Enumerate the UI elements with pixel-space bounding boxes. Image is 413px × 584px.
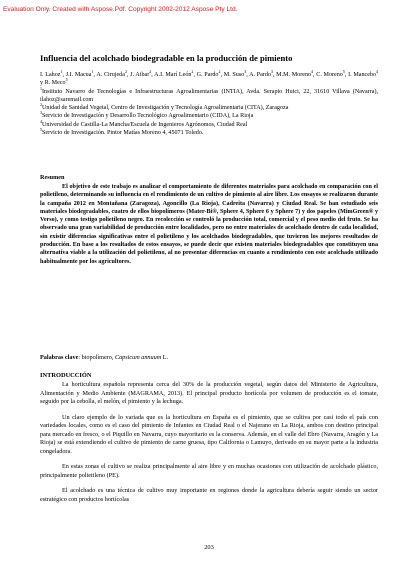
body-paragraph: La horticultura española representa cerca del 30% de la producción vegetal, según datos del Ministerio de Agricultura, Alimentación y Medio Ambiente (MAGRAMA, 2013). El principal producto hortícola por volumen de producción es el tomate, seguido por la cebolla, el melón, el pimiento y la lechuga.	[40, 381, 378, 405]
author-name: , M. Suso	[220, 72, 245, 78]
author-affil-mark: 2	[191, 68, 194, 74]
keywords	[40, 354, 378, 362]
author-name: , M.M. Moreno	[272, 72, 312, 78]
affiliation-text: Unidad de Sanidad Vegetal, Centro de Investigación y Tecnología Agroalimentaria (CITA), Zaragoza	[42, 105, 289, 112]
author-name: , J.I. Macua	[62, 72, 92, 78]
abstract-heading: Resumen	[40, 174, 65, 181]
author-affil-mark: 3	[244, 68, 247, 74]
keywords-label: Palabras clave	[40, 354, 79, 361]
author-name: y R. Meco	[40, 80, 66, 87]
affiliations	[40, 85, 378, 138]
affiliation-text: Servicio de Investigación y Desarrollo Tecnológico Agroalimentario (CIDA), La Rioja	[42, 113, 254, 120]
paper-title: Influencia del acolchado biodegradable en la producción de pimiento	[40, 53, 293, 63]
introduction-body	[40, 381, 378, 511]
affiliation-text: Universidad de Castilla-La Mancha/Escuela de Ingenieros Agrónomos, Ciudad Real	[42, 121, 248, 128]
affiliation	[40, 129, 378, 137]
affiliation	[40, 85, 378, 108]
author-affil-mark: 5	[65, 77, 68, 83]
author-name: , A. Pardo	[246, 72, 271, 78]
affiliation-number: 1	[40, 85, 42, 91]
author-affil-mark: 1	[91, 68, 94, 74]
affiliation	[40, 112, 378, 120]
author-affil-mark: 3	[270, 68, 273, 74]
page-number: 203	[204, 544, 214, 551]
affiliation-number: 3	[40, 110, 42, 116]
author-list	[40, 68, 379, 137]
author-affil-mark: 2	[218, 68, 221, 74]
author-name: , A. Cirujeda	[93, 72, 125, 78]
author-name: , C. Moreno	[313, 72, 343, 78]
author-name: , J. Aibar	[126, 72, 150, 78]
author-affil-mark: 5	[342, 68, 345, 74]
affiliation-number: 4	[40, 118, 42, 124]
author-name: , A.I. Marí León	[151, 72, 192, 78]
author-affil-mark: 4	[311, 68, 314, 74]
body-paragraph: En estas zonas el cultivo se realiza principalmente al aire libre y en muchas ocasiones con utilización de acolchado plástico, principalmente polietileno (PE).	[40, 463, 378, 479]
author-affil-mark: 1	[60, 68, 63, 74]
section-heading-introduccion: INTRODUCCIÓN	[40, 372, 92, 379]
affiliation	[40, 118, 378, 129]
affiliation-text: Servicio de Investigación. Pintor Matías Moreno 4, 45071 Toledo.	[42, 130, 204, 137]
watermark: Evaluation Only. Created with Aspose.Pdf. Copyright 2002-2012 Aspose Pty Ltd.	[3, 6, 238, 13]
author-name: I. Lahoz	[40, 72, 61, 78]
affiliation-number: 2	[40, 102, 42, 108]
author-affil-mark: 2	[149, 68, 152, 74]
author-affil-mark: 2	[124, 68, 127, 74]
affiliation-text: Instituto Navarro de Tecnologías e Infraestructuras Agroalimentarias (INTIA), Avda. Serapio Huici, 22, 31610 Villava (Navarra), ilahoz@saremail.com	[40, 88, 378, 103]
keywords-end: L.	[161, 354, 169, 361]
body-paragraph: El acolchado es una técnica de cultivo muy importante en regiones donde la agricultura debería seguir siendo un sector estratégico con productos hortícolas	[40, 487, 378, 503]
author-name: , G. Pardo	[193, 72, 219, 78]
author-affil-mark: 4	[376, 68, 379, 74]
affiliation	[40, 104, 378, 112]
abstract-text: El objetivo de este trabajo es analizar el comportamiento de diferentes materiales para acolchado en comparación con el polietileno, determinando su influencia en el rendimiento de un cultivo de pimiento al aire libre. Los ensayos se realizaron durante la campaña 2012 en Montañana (Zaragoza), Agoncillo (La Rioja), Cadreita (Navarra) y Ciudad Real. Se han estudiado seis materiales biodegradables, cuatro de ellos biopolímeros (Mater-Bi®, Sphere 4, Sphere 6 y Sphere 7) y dos papeles (MimGreen® y Verso), y como testigo polietileno negro. En recolección se controló la producción total, comercial y el peso medio del fruto. Se ha observado una gran variabilidad de producción entre localidades, pero no entre materiales de acolchado dentro de cada localidad, sin existir diferencias significativas entre el polietileno y los acolchados biodegradables, que tuvieron los mejores resultados de producción. En base a los resultados de estos ensayos, se puede decir que existen materiales biodegradables que constituyen una alternativa viable a la utilización del polietileno, al no presentar diferencias en cuanto a rendimiento con este acolchado utilizado habitualmente por los agricultores.	[40, 184, 378, 265]
keywords-species: Capsicum annuum	[114, 354, 162, 361]
keywords-text: : biopolímero,	[78, 354, 115, 361]
body-paragraph: Un claro ejemplo de lo variada que es la horticultura en España es el pimiento, que se cultiva por casi todo el país con variedades locales, como es el caso del pimiento de Infantes en Ciudad Real o el Najerano en La Rioja, ambos con destino principal para mercado en fresco, o el Piquillo en Navarra, cuyo mayoritario es la conserva. Además, en el valle del Ebro (Navarra, Aragón y La Rioja) se está extendiendo el cultivo de pimiento de carne gruesa, tipo California o Lamuyo, derivado en su mayor parte a la industria congeladora.	[40, 413, 378, 455]
author-name: , I. Mancebo	[344, 72, 377, 78]
affiliation-number: 5	[40, 127, 42, 133]
